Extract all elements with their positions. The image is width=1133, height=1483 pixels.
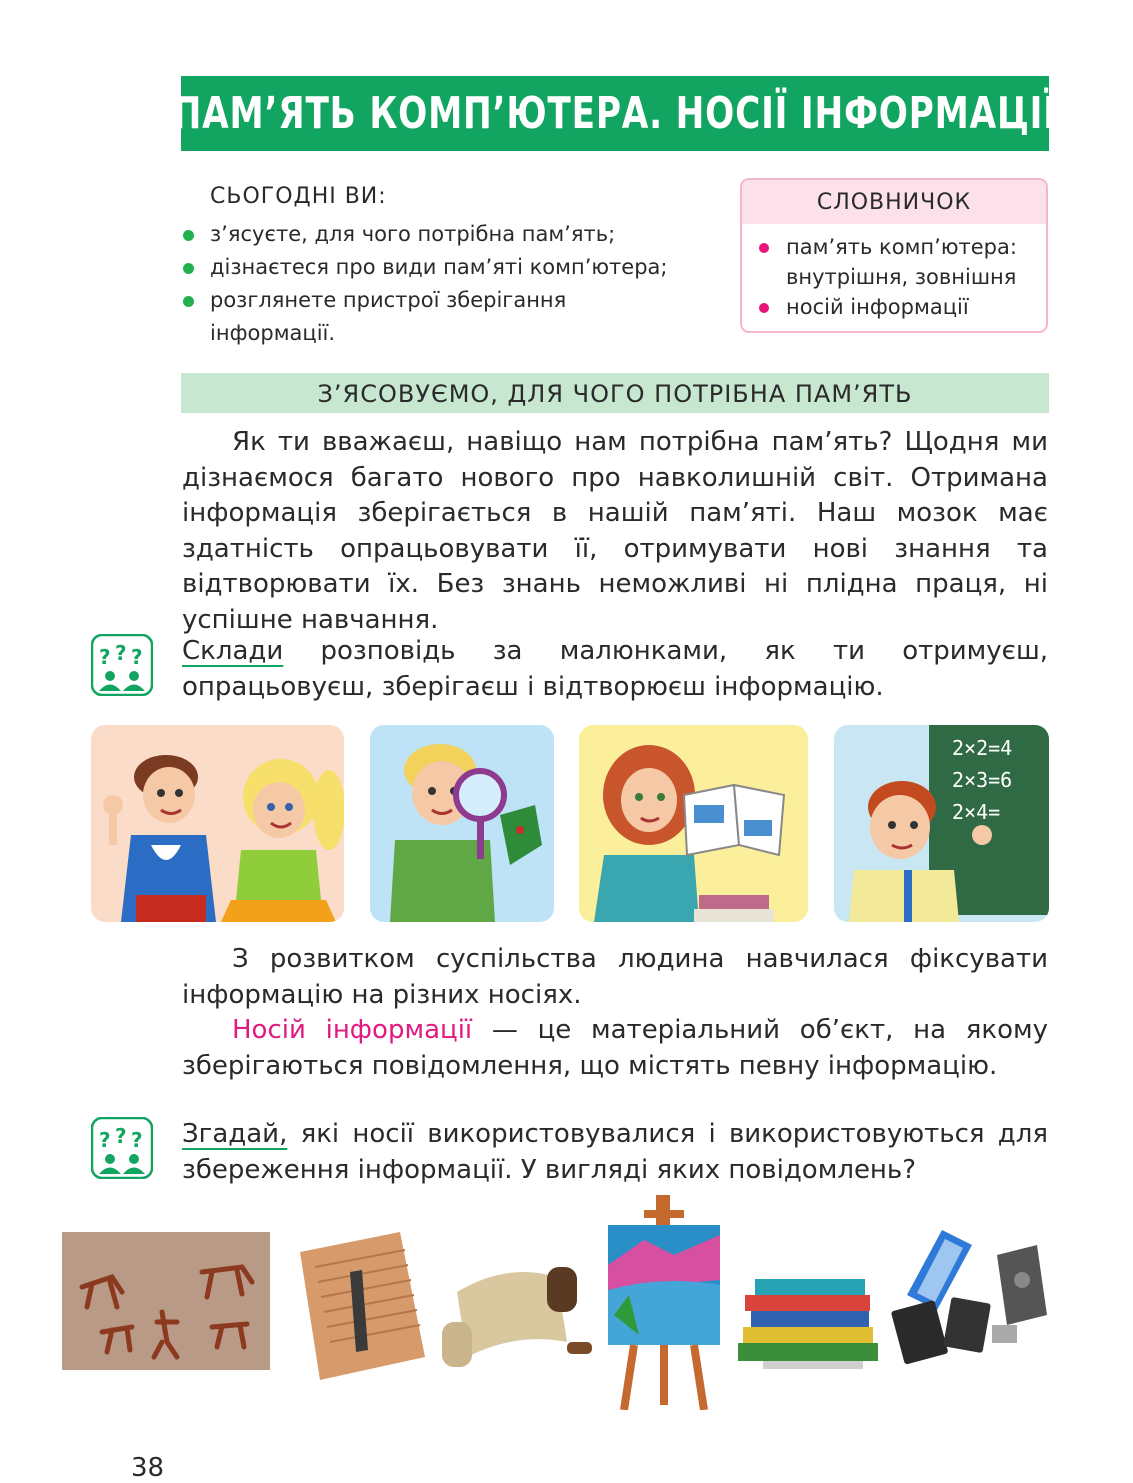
task-keyword: Згадай,	[182, 1119, 288, 1149]
title-banner	[172, 76, 1058, 151]
books-picture	[733, 1265, 883, 1375]
svg-text:?: ?	[131, 1128, 143, 1152]
task-text: які носії використовувалися і використовуються для збереження інформації. У вигляді яких повідомлень?	[182, 1119, 1048, 1185]
task-keyword: Склади	[182, 636, 284, 666]
flash-drives-picture	[887, 1225, 1052, 1375]
blackboard-line-2: 2×3=6	[952, 768, 1013, 792]
glossary-heading: СЛОВНИЧОК	[742, 180, 1046, 224]
kids-talking-picture	[91, 725, 344, 922]
paragraph-society: З розвитком суспільства людина навчилася фіксувати інформацію на різних носіях.	[182, 944, 1048, 1010]
goal-item: дізнаєтеся про види пам’яті комп’ютера;	[180, 251, 720, 284]
glossary-item: носій інформації	[786, 292, 1046, 322]
goal-item: з’ясуєте, для чого потрібна пам’ять;	[180, 218, 720, 251]
blackboard-line-1: 2×2=4	[952, 736, 1013, 760]
discussion-icon	[91, 1117, 153, 1179]
page-number: 38	[131, 1453, 165, 1483]
scroll-picture	[437, 1262, 597, 1372]
page-title: ПАМ’ЯТЬ КОМП’ЮТЕРА. НОСІЇ ІНФОРМАЦІЇ	[172, 88, 1058, 139]
glossary-list	[742, 232, 1046, 322]
boy-blackboard-picture	[834, 725, 1049, 922]
clay-tablet-picture	[290, 1232, 430, 1382]
glossary-item: пам’ять комп’ютера: внутрішня, зовнішня	[786, 232, 1046, 292]
definition-term: Носій інформації	[232, 1015, 473, 1045]
task-retell	[182, 634, 1048, 705]
svg-text:?: ?	[115, 641, 127, 665]
easel-painting-picture	[604, 1195, 724, 1410]
definition-text: — це матеріальний об’єкт, на якому зберігаються повідомлення, що містять певну інформацію.	[182, 1015, 1049, 1081]
cave-painting-picture	[62, 1232, 270, 1370]
definition	[182, 1013, 1048, 1084]
boy-magnifier-picture	[370, 725, 554, 922]
task-recall	[182, 1117, 1048, 1188]
svg-text:?: ?	[131, 645, 143, 669]
section-heading: З’ЯСОВУЄМО, ДЛЯ ЧОГО ПОТРІБНА ПАМ’ЯТЬ	[181, 373, 1049, 413]
svg-text:?: ?	[115, 1124, 127, 1148]
glossary-box	[740, 178, 1048, 333]
goals-heading: СЬОГОДНІ ВИ:	[210, 184, 387, 209]
goals-list	[180, 218, 720, 350]
teacher-book-picture	[579, 725, 808, 922]
goal-item: розглянете пристрої зберігання інформації.	[180, 284, 630, 350]
svg-text:?: ?	[99, 1128, 111, 1152]
blackboard-line-3: 2×4=	[952, 800, 1001, 824]
task-text: розповідь за малюнками, як ти отримуєш, опрацьовуєш, зберігаєш і відтворюєш інформацію.	[182, 636, 1048, 702]
discussion-icon	[91, 634, 153, 696]
svg-text:?: ?	[99, 645, 111, 669]
paragraph-memory: Як ти вважаєш, навіщо нам потрібна пам’ять? Щодня ми дізнаємося багато нового про навколишній світ. Отримана інформація зберігається в нашій пам’яті. Наш мозок має здатність опрацьовувати її, отримувати нові знання та відтворювати їх. Без знань неможливі ні плідна праця, ні успішне навчання.	[182, 427, 1048, 635]
